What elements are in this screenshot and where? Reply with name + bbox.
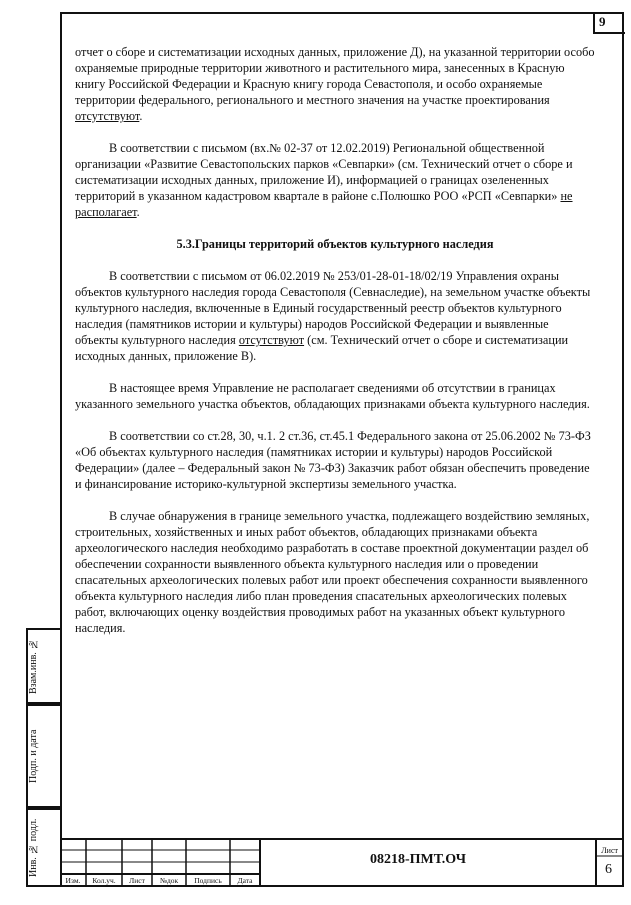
caption-izm: Изм. <box>65 876 81 885</box>
side-label-sign: Подп. и дата <box>28 729 39 783</box>
caption-kol: Кол.уч. <box>92 876 116 885</box>
section-heading: 5.3.Границы территорий объектов культурного наследия <box>176 237 494 251</box>
side-stamp <box>26 628 60 887</box>
side-label-inv: Инв. № подл. <box>28 818 39 877</box>
caption-list: Лист <box>129 876 145 885</box>
side-label-replace: Взам.инв. № <box>28 638 39 694</box>
document-body <box>75 44 595 652</box>
paragraph-1: отчет о сборе и систематизации исходных данных, приложение Д), на указанной территории особо охраняемые природные территории животного и растительного мира, занесенных в Красную книгу Российской Федерации и Красную книгу города Севастополя, и особо охраняемые территории федерального, регионального и местного значения на участке проектирования отсутствуют. <box>75 45 595 123</box>
page-number-top: 9 <box>593 12 625 34</box>
sheet-number: 6 <box>605 862 612 877</box>
paragraph-3: В соответствии с письмом от 06.02.2019 № 253/01-28-01-18/02/19 Управления охраны объектов культурного наследия города Севастополя (Севнаследие), на земельном участке объекты культурного наследия, включенные в Единый государственный реестр объектов культурного наследия (памятников истории и культуры) народов Российской Федерации и выявленные объекты культурного наследия отсутствуют (см. Технический отчет о сборе и систематизации исходных данных, приложение В). <box>75 269 591 363</box>
sheet-caption: Лист <box>601 846 618 855</box>
caption-doc: №док <box>159 876 179 885</box>
paragraph-5: В соответствии со ст.28, 30, ч.1. 2 ст.36, ст.45.1 Федерального закона от 25.06.2002 № 73-ФЗ «Об объектах культурного наследия (памятниках истории и культуры) народов Российской Федерации» (далее – Федеральный закон № 73-ФЗ) Заказчик работ обязан обеспечить проведение и финансирование историко-культурной экспертизы земельного участка. <box>75 429 591 491</box>
caption-sign: Подпись <box>194 876 222 885</box>
paragraph-2: В соответствии с письмом (вх.№ 02-37 от 12.02.2019) Региональной общественной организации «Развитие Севастопольских парков «Севпарки» (см. Технический отчет о сборе и систематизации исходных данных, приложение И), информацией о границах озелененных территорий в указанном кадастровом квартале в районе с.Полюшко РОО «РСП «Севпарки» не располагает. <box>75 141 573 219</box>
title-block <box>60 838 624 887</box>
caption-date: Дата <box>237 876 253 885</box>
paragraph-4: В настоящее время Управление не располагает сведениями об отсутствии в границах указанного земельного участка объектов, обладающих признаками объекта культурного наследия. <box>75 381 590 411</box>
paragraph-6: В случае обнаружения в границе земельного участка, подлежащего воздействию земляных, строительных, хозяйственных и иных работ объектов, обладающих признаками объекта археологического наследия необходимо разработать в составе проектной документации раздел об обеспечении сохранности выявленного объекта культурного наследия или о проведении спасательных археологических полевых работ или проект обеспечения сохранности выявленного объекта культурного наследия либо план проведения спасательных археологических полевых работ, включающих оценку воздействия проводимых работ на указанных объект культурного наследия. <box>75 509 590 635</box>
document-code: 08218-ПМТ.ОЧ <box>370 852 467 867</box>
